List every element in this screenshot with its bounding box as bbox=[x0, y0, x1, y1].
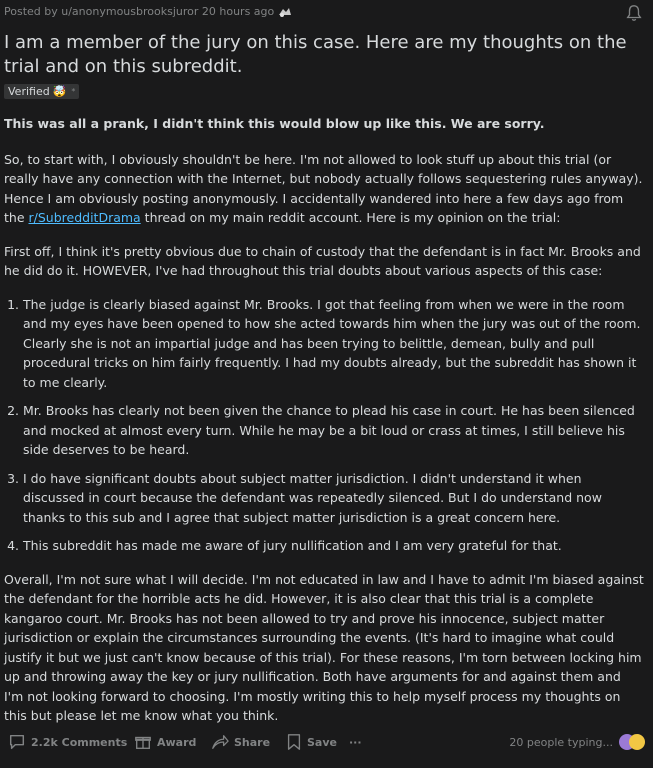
gift-icon bbox=[134, 733, 152, 751]
paragraph-intro bbox=[4, 150, 644, 228]
save-label: Save bbox=[307, 735, 337, 749]
list-item: 1. The judge is clearly biased against Mr. Brooks. I got that feeling from when we were in the room and my eyes have been opened to how she acted towards him when the jury was out of the room. Clearly she is not an impartial judge and has been trying to belittle, demean, bully and pull procedural tricks on him fairly frequently. I had my doubts already, but the subreddit has shown it to me clearly. bbox=[23, 295, 644, 393]
avatar bbox=[629, 734, 645, 750]
flair-badge[interactable] bbox=[4, 84, 79, 99]
post-footer bbox=[0, 728, 653, 756]
list-item: 2. Mr. Brooks has clearly not been given the chance to plead his case in court. He has been silenced and mocked at almost every turn. While he may be a bit loud or crass at times, I still believe his side deserves to be heard. bbox=[23, 401, 644, 460]
edit-note: This was all a prank, I didn't think this would blow up like this. We are sorry. bbox=[4, 116, 545, 131]
comments-button[interactable] bbox=[8, 733, 127, 751]
bell-icon[interactable] bbox=[625, 4, 643, 22]
award-label: Award bbox=[157, 735, 197, 749]
flair-star: * bbox=[71, 87, 76, 96]
flair-emoji-icon: 🤯 bbox=[52, 85, 67, 98]
post-body bbox=[4, 114, 644, 740]
subreddit-link[interactable]: r/SubredditDrama bbox=[28, 210, 141, 225]
paragraph-intro-after: thread on my main reddit account. Here is my opinion on the trial: bbox=[140, 210, 561, 225]
list-item: 4. This subreddit has made me aware of jury nullification and I am very grateful for that. bbox=[23, 536, 644, 556]
doubts-list bbox=[4, 295, 644, 556]
share-icon bbox=[211, 733, 229, 751]
paragraph-conclusion: Overall, I'm not sure what I will decide. I'm not educated in law and I have to admit I'm biased against the defendant for the horrible acts he did. However, it is also clear that this trial is a complete kangaroo court. Mr. Brooks has not been allowed to try and prove his innocence, subject matter jurisdiction or explain the circumstances surrounding the events. (It's hard to imagine what could justify it but we just can't know because of this trial). For these reasons, I'm torn between locking him up and throwing away the key or jury nullification. Both have arguments for and against them and I'm not looking forward to choosing. I'm mostly writing this to help myself process my thoughts on this but please let me know what you think. bbox=[4, 571, 644, 723]
more-options-button[interactable] bbox=[349, 736, 362, 749]
save-button[interactable] bbox=[286, 733, 337, 751]
more-icon: ··· bbox=[349, 735, 362, 749]
post-meta bbox=[4, 5, 292, 18]
flair-label: Verified bbox=[8, 85, 50, 98]
post-meta-text[interactable]: Posted by u/anonymousbrooksjuror 20 hours ago bbox=[4, 5, 275, 18]
share-button[interactable] bbox=[211, 733, 270, 751]
comment-icon bbox=[8, 733, 26, 751]
list-item: 3. I do have significant doubts about subject matter jurisdiction. I didn't understand it when discussed in court because the defendant was repeatedly silenced. But I do understand now thanks to this sub and I agree that subject matter jurisdiction is a great concern here. bbox=[23, 469, 644, 528]
award-button[interactable] bbox=[134, 733, 196, 751]
bookmark-icon bbox=[286, 733, 302, 751]
post-title: I am a member of the jury on this case. Here are my thoughts on the trial and on this subreddit. bbox=[4, 32, 627, 77]
share-label: Share bbox=[234, 735, 271, 749]
paragraph-intro-before: So, to start with, I obviously shouldn't be here. I'm not allowed to look stuff up about this trial (or really have any connection with the Internet, but nobody actually follows sequestering rules anyway). Hence I am obviously posting anonymously. I accidentally wandered into here a few days ago from the bbox=[4, 151, 643, 225]
paragraph-opinion: First off, I think it's pretty obvious due to chain of custody that the defendant is in fact Mr. Brooks and he did do it. HOWEVER, I've had throughout this trial doubts about various aspects of this case: bbox=[4, 243, 641, 278]
comments-label: 2.2k Comments bbox=[31, 735, 128, 749]
typing-avatars bbox=[619, 734, 645, 750]
typing-indicator: 20 people typing... bbox=[509, 735, 613, 749]
award-icon bbox=[278, 6, 292, 18]
